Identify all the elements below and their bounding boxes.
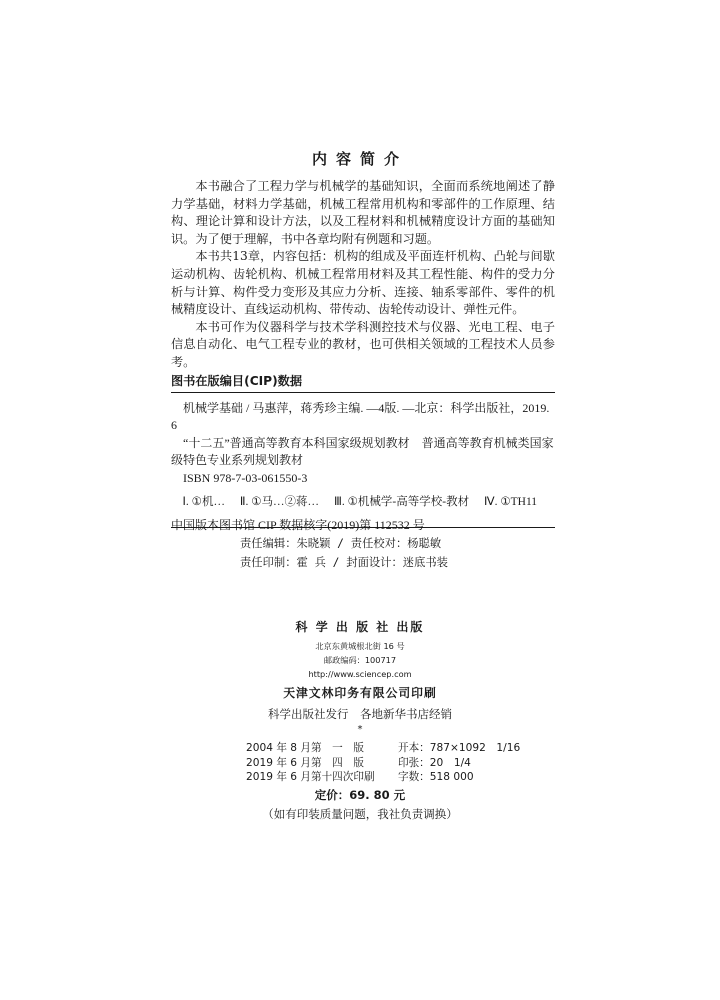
cip-class-item: Ⅰ. ①机… <box>182 496 225 509</box>
edition-date: 2019 年 6 月第十四次印刷 <box>246 771 375 783</box>
credits-production: 责任印制：霍 兵 / 封面设计：迷底书装 <box>240 555 448 569</box>
credits-editors: 责任编辑：朱晓颖 / 责任校对：杨聪敏 <box>240 537 442 550</box>
separator-star: * <box>357 724 363 735</box>
edition-spec: 开本：787×1092 1/16 <box>398 742 521 754</box>
credits <box>240 535 448 572</box>
cip-record: 机械学基础 / 马惠萍，蒋秀珍主编. —4版. —北京：科学出版社，2019. 6 <box>171 401 550 433</box>
publisher-name: 科 学 出 版 社 出版 <box>295 620 425 634</box>
price: 定价：69. 80 元 <box>314 788 406 802</box>
summary-paragraph: 本书融合了工程力学与机械学的基础知识，全面而系统地阐述了静力学基础，材料力学基础，机械工程常用机构和零部件的工作原理、结构、理论计算和设计方法，以及工程材料和机械精度设计方面的基础知识。为了便于理解，书中各章均附有例题和习题。 <box>171 179 555 246</box>
summary-body <box>171 178 555 372</box>
cip-series: “十二五”普通高等教育本科国家级规划教材 普通高等教育机械类国家级特色专业系列规划教材 <box>171 435 554 468</box>
cip-class-item: Ⅲ. ①机械学-高等学校-教材 <box>333 496 470 509</box>
publisher-address: 北京东黄城根北街 16 号 <box>315 641 405 651</box>
cip-isbn: ISBN 978-7-03-061550-3 <box>183 470 308 485</box>
summary-paragraph: 本书可作为仪器科学与技术学科测控技术与仪器、光电工程、电子信息自动化、电气工程专业的教材，也可供相关领域的工程技术人员参考。 <box>171 319 555 369</box>
edition-info <box>246 741 520 785</box>
quality-notice: （如有印装质量问题，我社负责调换） <box>262 807 458 821</box>
cip-bottom-rule <box>171 527 555 528</box>
edition-row <box>246 756 520 771</box>
distributor: 科学出版社发行 各地新华书店经销 <box>268 707 452 721</box>
edition-row <box>246 741 520 756</box>
cip-top-rule <box>171 392 555 393</box>
cip-title: 图书在版编目(CIP)数据 <box>171 374 303 388</box>
publisher-website: http://www.sciencep.com <box>308 669 412 679</box>
summary-paragraph: 本书共13章，内容包括：机构的组成及平面连杆机构、凸轮与间歇运动机构、齿轮机构、机械工程常用材料及其工程性能、构件的受力分析与计算、构件受力变形及其应力分析、连接、轴系零部件、零件的机械精度设计、直线运动机构、带传动、齿轮传动设计、弹性元件。 <box>171 249 555 317</box>
edition-row <box>246 770 520 785</box>
cip-class-item: Ⅳ. ①TH11 <box>483 496 538 509</box>
printer-name: 天津文林印务有限公司印刷 <box>283 686 437 700</box>
edition-spec: 印张：20 1/4 <box>398 756 471 769</box>
cip-class-item: Ⅱ. ①马…②蒋… <box>239 496 320 509</box>
cip-library-number: 中国版本图书馆 CIP 数据核字(2019)第 112532 号 <box>171 518 425 533</box>
edition-spec: 字数：518 000 <box>398 771 474 783</box>
publisher-postcode: 邮政编码：100717 <box>323 655 397 665</box>
summary-title: 内容简介 <box>311 150 408 168</box>
edition-date: 2019 年 6 月第 四 版 <box>246 756 364 769</box>
cip-classification <box>171 494 555 511</box>
cip-block <box>171 400 555 535</box>
edition-date: 2004 年 8 月第 一 版 <box>246 742 364 754</box>
